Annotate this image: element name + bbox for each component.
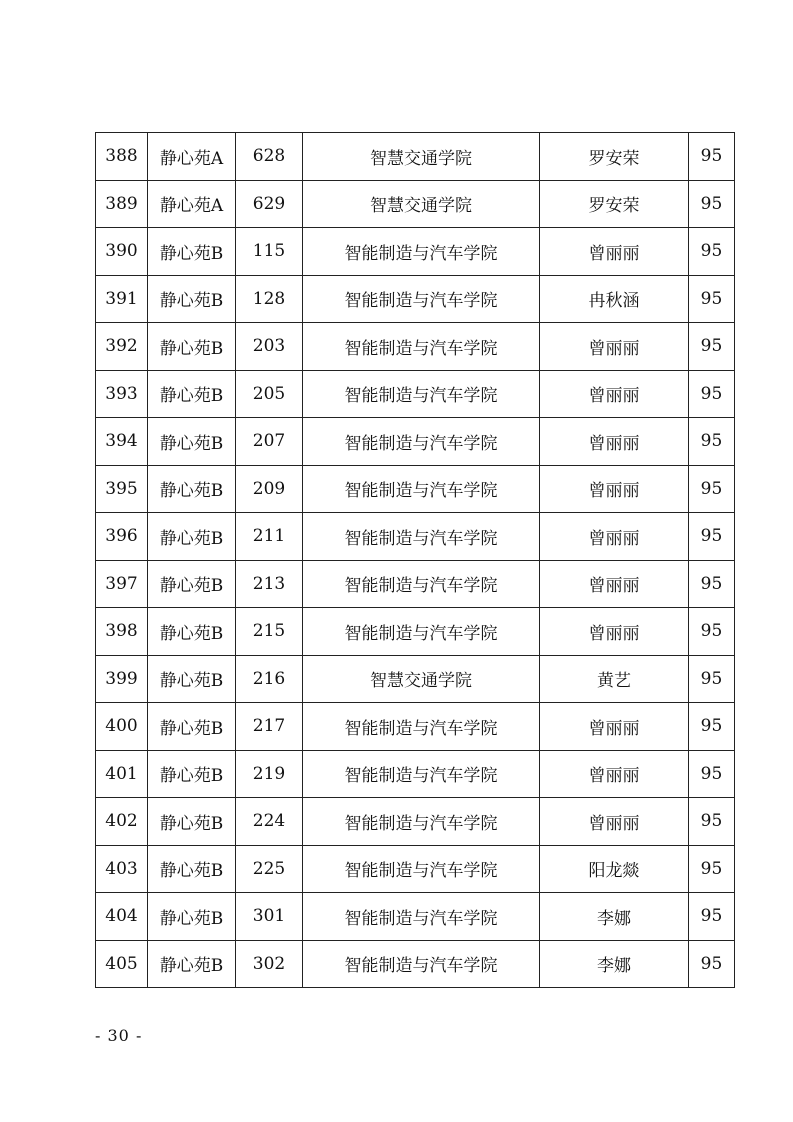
staff-name-cell: 曾丽丽	[540, 560, 689, 608]
row-number-cell: 390	[96, 228, 148, 276]
room-number-cell: 128	[236, 275, 303, 323]
dormitory-score-table	[95, 132, 735, 988]
room-number-cell: 213	[236, 560, 303, 608]
score-cell: 95	[689, 133, 735, 181]
row-number-cell: 399	[96, 655, 148, 703]
row-number-cell: 389	[96, 180, 148, 228]
room-number-cell: 628	[236, 133, 303, 181]
room-number-cell: 301	[236, 893, 303, 941]
building-cell: 静心苑B	[148, 798, 236, 846]
score-cell: 95	[689, 560, 735, 608]
row-number-cell: 398	[96, 608, 148, 656]
room-number-cell: 302	[236, 940, 303, 988]
table-row	[96, 133, 735, 181]
staff-name-cell: 曾丽丽	[540, 418, 689, 466]
college-cell: 智慧交通学院	[303, 180, 540, 228]
room-number-cell: 209	[236, 465, 303, 513]
row-number-cell: 404	[96, 893, 148, 941]
room-number-cell: 115	[236, 228, 303, 276]
row-number-cell: 391	[96, 275, 148, 323]
row-number-cell: 403	[96, 845, 148, 893]
row-number-cell: 394	[96, 418, 148, 466]
staff-name-cell: 李娜	[540, 940, 689, 988]
staff-name-cell: 黄艺	[540, 655, 689, 703]
room-number-cell: 211	[236, 513, 303, 561]
table-row	[96, 513, 735, 561]
room-number-cell: 219	[236, 750, 303, 798]
score-cell: 95	[689, 180, 735, 228]
college-cell: 智能制造与汽车学院	[303, 465, 540, 513]
score-cell: 95	[689, 513, 735, 561]
table-row	[96, 750, 735, 798]
score-cell: 95	[689, 323, 735, 371]
table-row	[96, 228, 735, 276]
staff-name-cell: 冉秋涵	[540, 275, 689, 323]
college-cell: 智慧交通学院	[303, 655, 540, 703]
score-cell: 95	[689, 418, 735, 466]
staff-name-cell: 曾丽丽	[540, 513, 689, 561]
college-cell: 智能制造与汽车学院	[303, 940, 540, 988]
staff-name-cell: 曾丽丽	[540, 370, 689, 418]
score-cell: 95	[689, 275, 735, 323]
table-row	[96, 418, 735, 466]
building-cell: 静心苑B	[148, 228, 236, 276]
table-body	[96, 133, 735, 988]
room-number-cell: 215	[236, 608, 303, 656]
table-row	[96, 893, 735, 941]
college-cell: 智能制造与汽车学院	[303, 228, 540, 276]
room-number-cell: 205	[236, 370, 303, 418]
staff-name-cell: 曾丽丽	[540, 465, 689, 513]
college-cell: 智能制造与汽车学院	[303, 560, 540, 608]
building-cell: 静心苑B	[148, 418, 236, 466]
staff-name-cell: 罗安荣	[540, 133, 689, 181]
building-cell: 静心苑B	[148, 608, 236, 656]
college-cell: 智能制造与汽车学院	[303, 370, 540, 418]
row-number-cell: 396	[96, 513, 148, 561]
staff-name-cell: 曾丽丽	[540, 608, 689, 656]
table-row	[96, 655, 735, 703]
building-cell: 静心苑A	[148, 180, 236, 228]
row-number-cell: 388	[96, 133, 148, 181]
room-number-cell: 203	[236, 323, 303, 371]
room-number-cell: 629	[236, 180, 303, 228]
score-cell: 95	[689, 845, 735, 893]
row-number-cell: 392	[96, 323, 148, 371]
staff-name-cell: 曾丽丽	[540, 750, 689, 798]
staff-name-cell: 阳龙燚	[540, 845, 689, 893]
row-number-cell: 405	[96, 940, 148, 988]
college-cell: 智慧交通学院	[303, 133, 540, 181]
college-cell: 智能制造与汽车学院	[303, 608, 540, 656]
college-cell: 智能制造与汽车学院	[303, 750, 540, 798]
table-row	[96, 608, 735, 656]
college-cell: 智能制造与汽车学院	[303, 845, 540, 893]
table-row	[96, 323, 735, 371]
staff-name-cell: 曾丽丽	[540, 798, 689, 846]
table-row	[96, 370, 735, 418]
table-row	[96, 798, 735, 846]
building-cell: 静心苑B	[148, 750, 236, 798]
row-number-cell: 402	[96, 798, 148, 846]
score-cell: 95	[689, 608, 735, 656]
table-row	[96, 560, 735, 608]
row-number-cell: 395	[96, 465, 148, 513]
building-cell: 静心苑B	[148, 275, 236, 323]
building-cell: 静心苑B	[148, 560, 236, 608]
building-cell: 静心苑B	[148, 370, 236, 418]
score-cell: 95	[689, 370, 735, 418]
table-row	[96, 703, 735, 751]
college-cell: 智能制造与汽车学院	[303, 893, 540, 941]
building-cell: 静心苑B	[148, 655, 236, 703]
building-cell: 静心苑B	[148, 465, 236, 513]
college-cell: 智能制造与汽车学院	[303, 275, 540, 323]
room-number-cell: 225	[236, 845, 303, 893]
score-cell: 95	[689, 893, 735, 941]
room-number-cell: 207	[236, 418, 303, 466]
college-cell: 智能制造与汽车学院	[303, 418, 540, 466]
score-cell: 95	[689, 703, 735, 751]
row-number-cell: 400	[96, 703, 148, 751]
staff-name-cell: 曾丽丽	[540, 323, 689, 371]
building-cell: 静心苑B	[148, 940, 236, 988]
table-row	[96, 180, 735, 228]
row-number-cell: 401	[96, 750, 148, 798]
row-number-cell: 393	[96, 370, 148, 418]
building-cell: 静心苑A	[148, 133, 236, 181]
staff-name-cell: 李娜	[540, 893, 689, 941]
table-row	[96, 465, 735, 513]
table-row	[96, 845, 735, 893]
building-cell: 静心苑B	[148, 513, 236, 561]
table-row	[96, 940, 735, 988]
score-cell: 95	[689, 798, 735, 846]
room-number-cell: 216	[236, 655, 303, 703]
college-cell: 智能制造与汽车学院	[303, 798, 540, 846]
building-cell: 静心苑B	[148, 323, 236, 371]
score-cell: 95	[689, 750, 735, 798]
building-cell: 静心苑B	[148, 703, 236, 751]
staff-name-cell: 曾丽丽	[540, 228, 689, 276]
score-cell: 95	[689, 465, 735, 513]
building-cell: 静心苑B	[148, 893, 236, 941]
score-cell: 95	[689, 655, 735, 703]
college-cell: 智能制造与汽车学院	[303, 703, 540, 751]
room-number-cell: 224	[236, 798, 303, 846]
table-row	[96, 275, 735, 323]
row-number-cell: 397	[96, 560, 148, 608]
staff-name-cell: 曾丽丽	[540, 703, 689, 751]
score-cell: 95	[689, 940, 735, 988]
college-cell: 智能制造与汽车学院	[303, 513, 540, 561]
building-cell: 静心苑B	[148, 845, 236, 893]
page-number: - 30 -	[95, 1026, 143, 1045]
score-cell: 95	[689, 228, 735, 276]
college-cell: 智能制造与汽车学院	[303, 323, 540, 371]
staff-name-cell: 罗安荣	[540, 180, 689, 228]
room-number-cell: 217	[236, 703, 303, 751]
